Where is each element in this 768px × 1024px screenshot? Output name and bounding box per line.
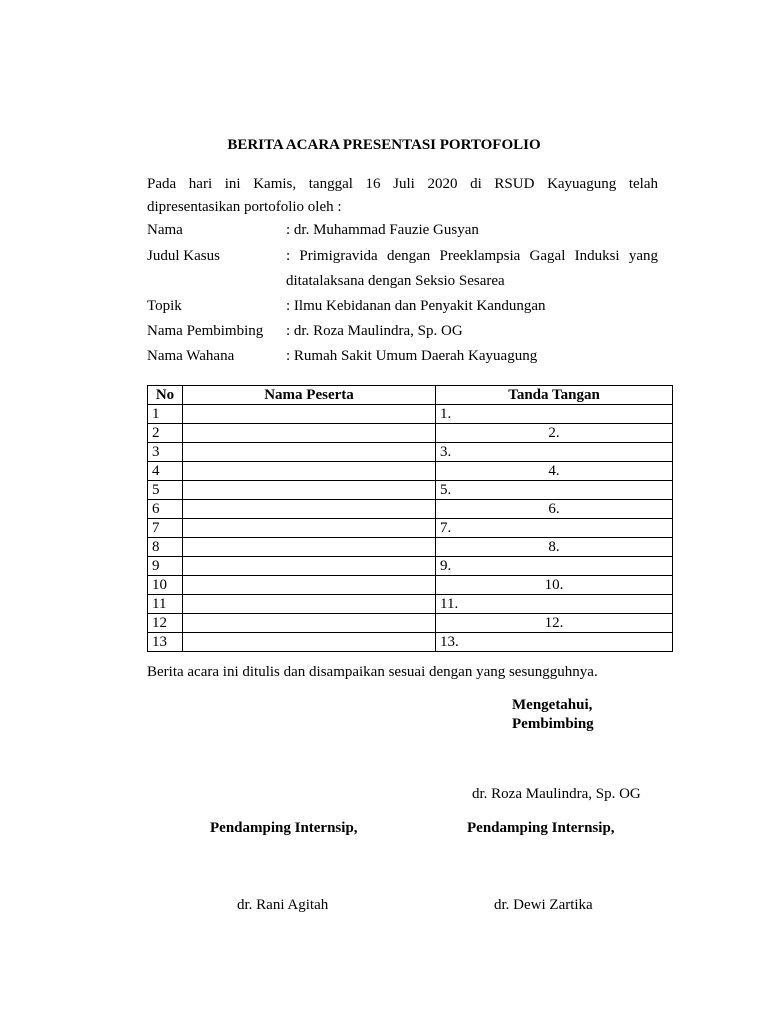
table-row <box>148 519 673 538</box>
row-number: 1 <box>148 405 183 424</box>
row-number: 7 <box>148 519 183 538</box>
header-tanda-tangan: Tanda Tangan <box>436 386 673 405</box>
field-wahana-label: Nama Wahana <box>147 348 235 364</box>
participant-name-cell[interactable] <box>183 538 436 557</box>
table-row <box>148 443 673 462</box>
signature-cell[interactable]: 7. <box>436 519 673 538</box>
pembimbing-name: dr. Roza Maulindra, Sp. OG <box>472 786 641 802</box>
field-pembimbing <box>147 320 658 342</box>
participant-name-cell[interactable] <box>183 462 436 481</box>
field-topik <box>147 295 658 317</box>
field-topik-label: Topik <box>147 298 182 314</box>
closing-statement: Berita acara ini ditulis dan disampaikan sesuai dengan yang sesungguhnya. <box>147 664 598 680</box>
signature-cell[interactable]: 13. <box>436 633 673 652</box>
pendamping-1-name: dr. Rani Agitah <box>237 897 329 913</box>
pendamping-2-name: dr. Dewi Zartika <box>494 897 593 913</box>
pendamping-2-role: Pendamping Internsip, <box>467 820 615 836</box>
row-number: 12 <box>148 614 183 633</box>
table-row <box>148 595 673 614</box>
pembimbing-role: Pembimbing <box>512 716 594 732</box>
field-pembimbing-label: Nama Pembimbing <box>147 323 264 339</box>
signature-cell[interactable]: 2. <box>436 424 673 443</box>
mengetahui-label: Mengetahui, <box>512 697 593 713</box>
row-number: 11 <box>148 595 183 614</box>
field-judul-label: Judul Kasus <box>147 248 220 264</box>
signature-cell[interactable]: 1. <box>436 405 673 424</box>
participant-name-cell[interactable] <box>183 519 436 538</box>
participant-name-cell[interactable] <box>183 576 436 595</box>
signature-cell[interactable]: 8. <box>436 538 673 557</box>
field-pembimbing-value: : dr. Roza Maulindra, Sp. OG <box>286 323 463 339</box>
signature-cell[interactable]: 9. <box>436 557 673 576</box>
row-number: 2 <box>148 424 183 443</box>
signature-cell[interactable]: 11. <box>436 595 673 614</box>
field-nama <box>147 219 658 241</box>
table-row <box>148 538 673 557</box>
signature-cell[interactable]: 5. <box>436 481 673 500</box>
participant-name-cell[interactable] <box>183 557 436 576</box>
attendance-table <box>147 385 673 652</box>
participant-name-cell[interactable] <box>183 614 436 633</box>
header-no: No <box>148 386 183 405</box>
table-row <box>148 614 673 633</box>
field-wahana <box>147 345 658 367</box>
header-nama-peserta: Nama Peserta <box>183 386 436 405</box>
signature-cell[interactable]: 10. <box>436 576 673 595</box>
pendamping-1-role: Pendamping Internsip, <box>210 820 358 836</box>
participant-name-cell[interactable] <box>183 424 436 443</box>
table-row <box>148 557 673 576</box>
table-row <box>148 576 673 595</box>
row-number: 13 <box>148 633 183 652</box>
participant-name-cell[interactable] <box>183 633 436 652</box>
attendance-table-body <box>148 405 673 652</box>
signature-cell[interactable]: 6. <box>436 500 673 519</box>
intro-line-1: Pada hari ini Kamis, tanggal 16 Juli 2020 di RSUD Kayuagung telah <box>147 176 658 192</box>
field-judul-kasus <box>147 245 658 267</box>
participant-name-cell[interactable] <box>183 500 436 519</box>
field-nama-value: : dr. Muhammad Fauzie Gusyan <box>286 222 479 238</box>
row-number: 4 <box>148 462 183 481</box>
row-number: 10 <box>148 576 183 595</box>
row-number: 3 <box>148 443 183 462</box>
row-number: 6 <box>148 500 183 519</box>
table-row <box>148 405 673 424</box>
document-title: BERITA ACARA PRESENTASI PORTOFOLIO <box>227 137 541 153</box>
signature-cell[interactable]: 12. <box>436 614 673 633</box>
row-number: 5 <box>148 481 183 500</box>
signature-cell[interactable]: 3. <box>436 443 673 462</box>
row-number: 8 <box>148 538 183 557</box>
table-row <box>148 481 673 500</box>
table-row <box>148 462 673 481</box>
field-judul-value-line1: : Primigravida dengan Preeklampsia Gagal Induksi yang <box>286 248 658 264</box>
participant-name-cell[interactable] <box>183 595 436 614</box>
participant-name-cell[interactable] <box>183 405 436 424</box>
signature-cell[interactable]: 4. <box>436 462 673 481</box>
field-judul-value-line2: ditatalaksana dengan Seksio Sesarea <box>286 273 505 289</box>
field-topik-value: : Ilmu Kebidanan dan Penyakit Kandungan <box>286 298 546 314</box>
table-row <box>148 633 673 652</box>
field-judul-kasus-cont <box>147 270 658 292</box>
table-row <box>148 424 673 443</box>
field-wahana-value: : Rumah Sakit Umum Daerah Kayuagung <box>286 348 538 364</box>
participant-name-cell[interactable] <box>183 481 436 500</box>
participant-name-cell[interactable] <box>183 443 436 462</box>
table-row <box>148 500 673 519</box>
field-nama-label: Nama <box>147 222 183 238</box>
table-header-row <box>148 386 673 405</box>
row-number: 9 <box>148 557 183 576</box>
intro-line-2: dipresentasikan portofolio oleh : <box>147 199 342 215</box>
